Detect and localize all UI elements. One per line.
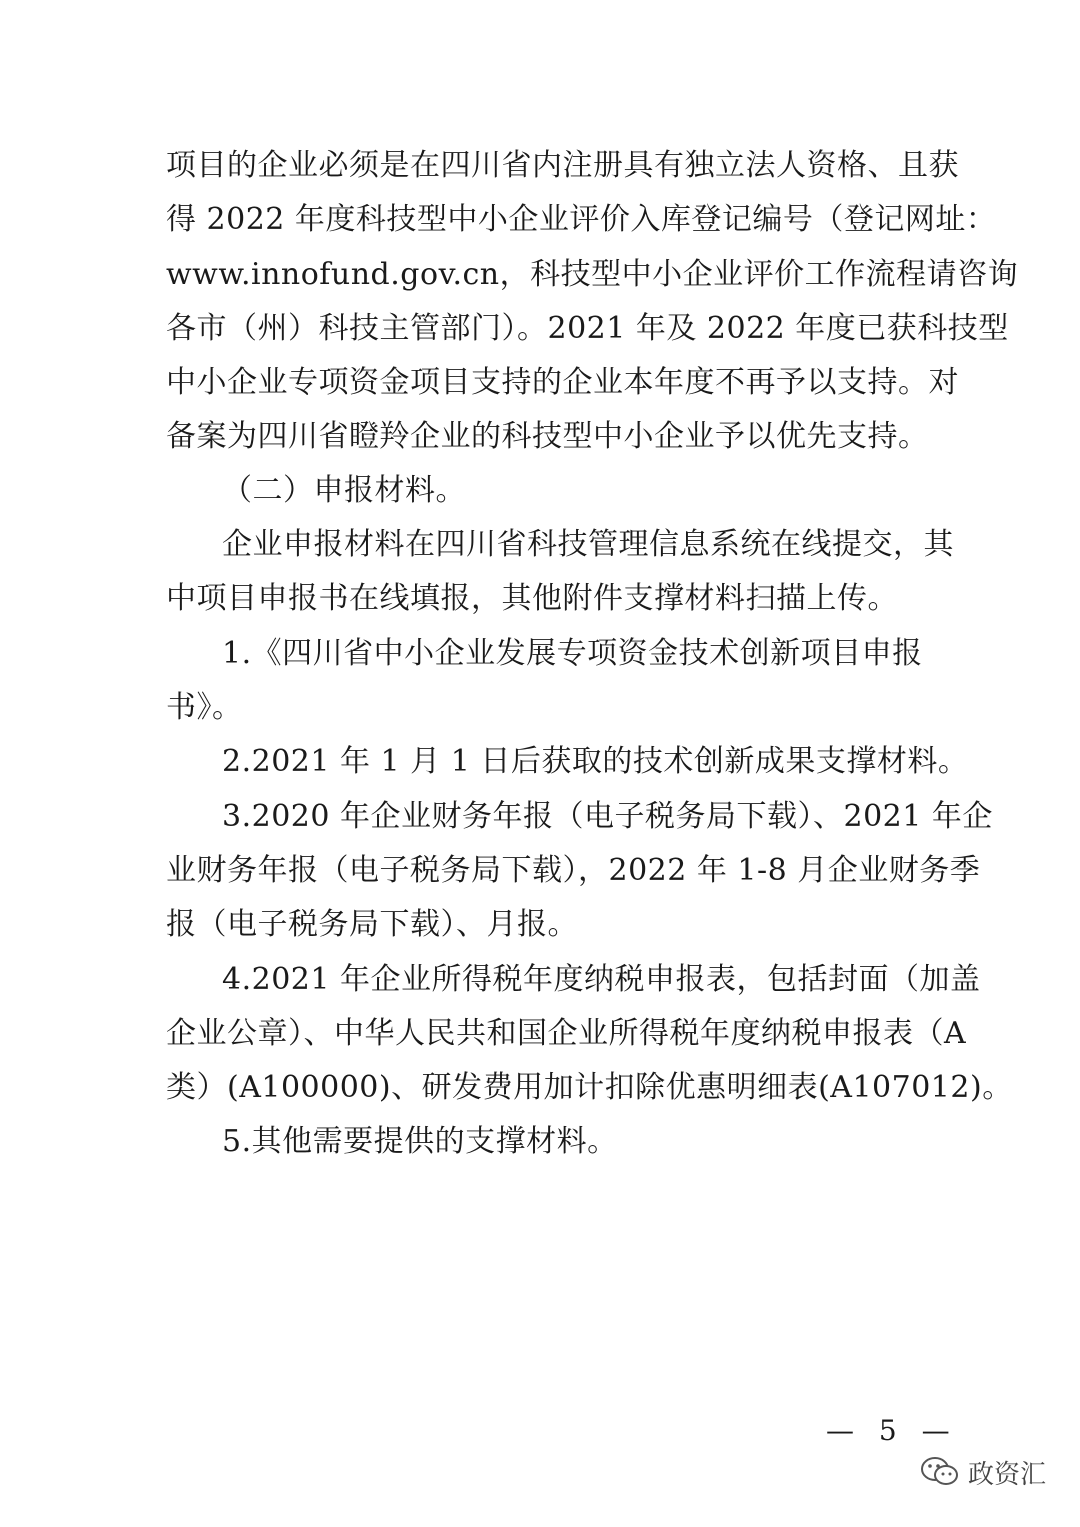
list-item-continuation: 业财务年报（电子税务局下载），2022 年 1-8 月企业财务季 [166, 853, 981, 888]
watermark [920, 1450, 1046, 1494]
list-item: 3.2020 年企业财务年报（电子税务局下载）、2021 年企 [222, 799, 993, 834]
list-item: 2.2021 年 1 月 1 日后获取的技术创新成果支撑材料。 [222, 744, 969, 779]
paragraph-line: 备案为四川省瞪羚企业的科技型中小企业予以优先支持。 [166, 419, 929, 454]
list-item: 5.其他需要提供的支撑材料。 [222, 1124, 618, 1159]
watermark-label: 政资汇 [968, 1459, 1047, 1490]
section-heading: （二）申报材料。 [222, 473, 466, 508]
wechat-icon [920, 1455, 960, 1489]
paragraph-line: 中小企业专项资金项目支持的企业本年度不再予以支持。对 [166, 365, 959, 400]
paragraph-line: www.innofund.gov.cn，科技型中小企业评价工作流程请咨询 [166, 257, 1019, 292]
list-item-continuation: 类）(A100000)、研发费用加计扣除优惠明细表(A107012)。 [166, 1070, 1013, 1105]
list-item: 4.2021 年企业所得税年度纳税申报表，包括封面（加盖 [222, 962, 981, 997]
paragraph-line: 企业申报材料在四川省科技管理信息系统在线提交，其 [222, 527, 954, 562]
list-item-continuation: 企业公章）、中华人民共和国企业所得税年度纳税申报表（A [166, 1016, 967, 1051]
list-item: 1.《四川省中小企业发展专项资金技术创新项目申报 [222, 636, 923, 671]
paragraph-line: 得 2022 年度科技型中小企业评价入库登记编号（登记网址： [166, 202, 997, 237]
list-item-continuation: 书》。 [166, 690, 243, 725]
paragraph-line: 项目的企业必须是在四川省内注册具有独立法人资格、且获 [166, 148, 959, 183]
paragraph-line: 各市（州）科技主管部门）。2021 年及 2022 年度已获科技型 [166, 311, 1009, 346]
list-item-continuation: 报（电子税务局下载）、月报。 [166, 907, 578, 942]
paragraph-line: 中项目申报书在线填报，其他附件支撑材料扫描上传。 [166, 581, 898, 616]
page-number: — 5 — [826, 1414, 958, 1447]
